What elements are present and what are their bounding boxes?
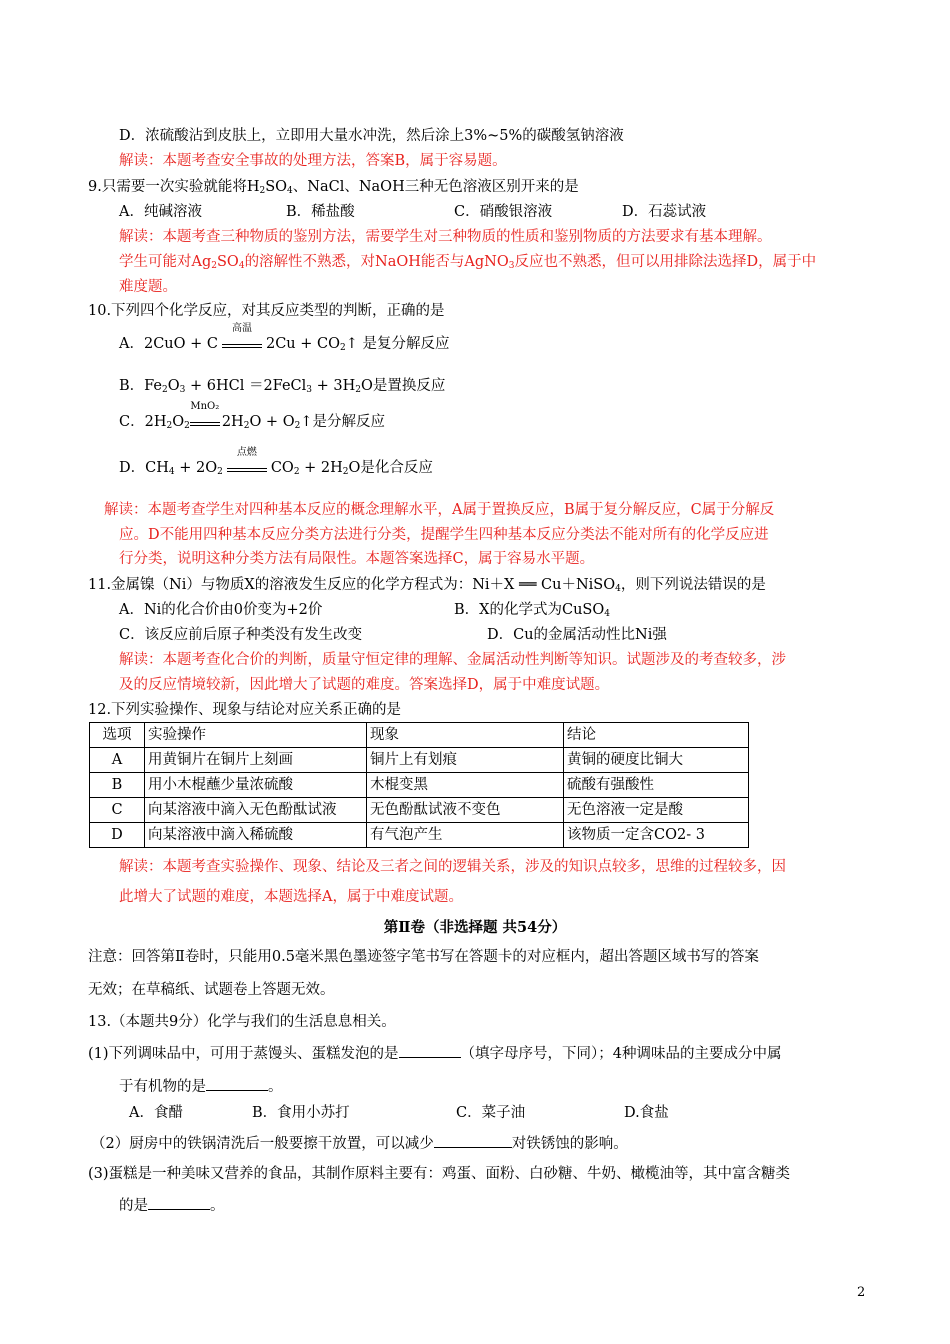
page-number: 2 bbox=[857, 1285, 866, 1300]
q10-option-c: C．$2H_2O_2$ MnO₂ $2H_2O$ + $O_2↑$是分解反应 bbox=[119, 401, 385, 431]
q9-option-c: C．硝酸银溶液 bbox=[454, 204, 553, 220]
q13-part1-line1: (1)下列调味品中，可用于蒸馒头、蛋糕发泡的是 （填字母序号，下同）；4种调味品的主要成分中属 bbox=[88, 1043, 782, 1064]
section-heading: 第Ⅱ卷（非选择题 共54分） bbox=[383, 919, 567, 936]
q11-option-b: B．X的化学式为CuSO$_4$ bbox=[454, 602, 610, 619]
table-row bbox=[90, 748, 749, 773]
answer-blank[interactable] bbox=[434, 1133, 512, 1148]
section-note-line1: 注意：回答第Ⅱ卷时，只能用0.5毫米黑色墨迹签字笔书写在答题卡的对应框内，超出答题区域书写的答案 bbox=[88, 949, 759, 965]
q13-option-c: C．菜子油 bbox=[456, 1105, 526, 1121]
q11-option-d: D．Cu的金属活动性比Ni强 bbox=[487, 627, 667, 643]
section-note-line2: 无效；在草稿纸、试题卷上答题无效。 bbox=[88, 982, 335, 998]
q9-option-a: A．纯碱溶液 bbox=[119, 204, 202, 220]
q9-option-b: B．稀盐酸 bbox=[286, 204, 355, 220]
table-cell: 硫酸有强酸性 bbox=[564, 773, 749, 798]
q13-part3-line1: (3)蛋糕是一种美味又营养的食品，其制作原料主要有：鸡蛋、面粉、白砂糖、牛奶、橄榄油等，其中富含糖类 bbox=[88, 1166, 791, 1182]
table-cell: C bbox=[90, 798, 145, 823]
q10-explanation-line3: 行分类，说明这种分类方法有局限性。本题答案选择C，属于容易水平题。 bbox=[119, 551, 595, 567]
table-cell: 木棍变黑 bbox=[367, 773, 564, 798]
table-header-cell: 结论 bbox=[564, 723, 749, 748]
q13-stem: 13.（本题共9分）化学与我们的生活息息相关。 bbox=[88, 1014, 396, 1030]
q10-explanation-line1: 解读：本题考查学生对四种基本反应的概念理解水平，A属于置换反应，B属于复分解反应，C属于分解反 bbox=[104, 502, 775, 518]
table-row bbox=[90, 773, 749, 798]
q13-option-d: D.食盐 bbox=[624, 1105, 669, 1121]
q12-explanation-line2: 此增大了试题的难度，本题选择A，属于中难度试题。 bbox=[119, 889, 463, 905]
q11-options-row2 bbox=[119, 625, 667, 645]
q11-stem: 11.金属镍（Ni）与物质X的溶液发生反应的化学方程式为：Ni＋X ══ Cu＋NiSO$_4$，则下列说法错误的是 bbox=[88, 577, 766, 594]
q11-explanation-line2: 及的反应情境较新，因此增大了试题的难度。答案选择D，属于中难度试题。 bbox=[119, 677, 610, 693]
q10-stem: 10.下列四个化学反应，对其反应类型的判断，正确的是 bbox=[88, 303, 445, 319]
q13-part3-line2: 的是 。 bbox=[119, 1195, 225, 1216]
q11-option-a: A．Ni的化合价由0价变为+2价 bbox=[119, 602, 323, 618]
q13-part1-line2: 于有机物的是 。 bbox=[119, 1076, 283, 1097]
table-row bbox=[90, 823, 749, 848]
table-cell: 向某溶液中滴入无色酚酞试液 bbox=[145, 798, 367, 823]
q9-explanation-line2: 学生可能对$Ag_2SO_4$的溶解性不熟悉，对NaOH能否与AgNO$_3$反应也不熟悉，但可以用排除法选择D，属于中 bbox=[119, 254, 817, 271]
table-header-cell: 现象 bbox=[367, 723, 564, 748]
q9-stem: 9.只需要一次实验就能将$H_2SO_4$、NaCl、NaOH三种无色溶液区别开来的是 bbox=[88, 179, 579, 196]
answer-blank[interactable] bbox=[206, 1076, 268, 1091]
table-cell: 向某溶液中滴入稀硫酸 bbox=[145, 823, 367, 848]
q12-explanation-line1: 解读：本题考查实验操作、现象、结论及三者之间的逻辑关系，涉及的知识点较多，思维的过程较多，因 bbox=[119, 859, 786, 875]
table-header-row bbox=[90, 723, 749, 748]
table-cell: 铜片上有划痕 bbox=[367, 748, 564, 773]
q9-option-d: D．石蕊试液 bbox=[622, 204, 707, 220]
answer-blank[interactable] bbox=[399, 1043, 461, 1058]
table-cell: 有气泡产生 bbox=[367, 823, 564, 848]
table-header-cell: 实验操作 bbox=[145, 723, 367, 748]
table-cell: 用小木棍蘸少量浓硫酸 bbox=[145, 773, 367, 798]
q10-option-d: D．$CH_4 + 2O_2$ 点燃 $CO_2 + 2H_2O$是化合反应 bbox=[119, 447, 433, 477]
q13-part2: （2）厨房中的铁锅清洗后一般要擦干放置，可以减少 对铁锈蚀的影响。 bbox=[91, 1133, 628, 1154]
q12-stem: 12.下列实验操作、现象与结论对应关系正确的是 bbox=[88, 702, 402, 718]
q11-explanation-line1: 解读：本题考查化合价的判断，质量守恒定律的理解、金属活动性判断等知识。试题涉及的考查较多，涉 bbox=[119, 652, 786, 668]
table-cell: A bbox=[90, 748, 145, 773]
table-row bbox=[90, 798, 749, 823]
table-cell: D bbox=[90, 823, 145, 848]
table-cell: B bbox=[90, 773, 145, 798]
q9-explanation-line1: 解读：本题考查三种物质的鉴别方法，需要学生对三种物质的性质和鉴别物质的方法要求有基本理解。 bbox=[119, 229, 772, 245]
table-cell: 无色溶液一定是酸 bbox=[564, 798, 749, 823]
q9-explanation-line3: 难度题。 bbox=[119, 279, 177, 295]
q10-option-b: B．$Fe_2O_3 + 6HCl$ ＝2FeCl$_3$ + $3H_2O$是置换反应 bbox=[119, 378, 446, 395]
q13-options bbox=[129, 1103, 669, 1123]
q11-option-c: C．该反应前后原子种类没有发生改变 bbox=[119, 627, 363, 643]
answer-blank[interactable] bbox=[148, 1195, 210, 1210]
q8-option-d: D．浓硫酸沾到皮肤上，立即用大量水冲洗，然后涂上3%~5%的碳酸氢钠溶液 bbox=[119, 128, 624, 144]
table-header-cell: 选项 bbox=[90, 723, 145, 748]
q9-options bbox=[119, 202, 706, 222]
table-cell: 该物质一定含CO2- 3 bbox=[564, 823, 749, 848]
table-cell: 用黄铜片在铜片上刻画 bbox=[145, 748, 367, 773]
table-cell: 无色酚酞试液不变色 bbox=[367, 798, 564, 823]
q13-option-a: A．食醋 bbox=[129, 1105, 183, 1121]
table-cell: 黄铜的硬度比铜大 bbox=[564, 748, 749, 773]
q8-explanation: 解读：本题考查安全事故的处理方法，答案B，属于容易题。 bbox=[119, 153, 507, 169]
q10-explanation-line2: 应。D不能用四种基本反应分类方法进行分类，提醒学生四种基本反应分类法不能对所有的化学反应进 bbox=[119, 527, 769, 543]
q12-table bbox=[89, 722, 749, 848]
q11-options-row1 bbox=[119, 600, 610, 620]
q10-option-a: A．2CuO + C 高温 $2Cu + CO_2↑$ 是复分解反应 bbox=[119, 323, 450, 353]
q13-option-b: B．食用小苏打 bbox=[252, 1105, 350, 1121]
